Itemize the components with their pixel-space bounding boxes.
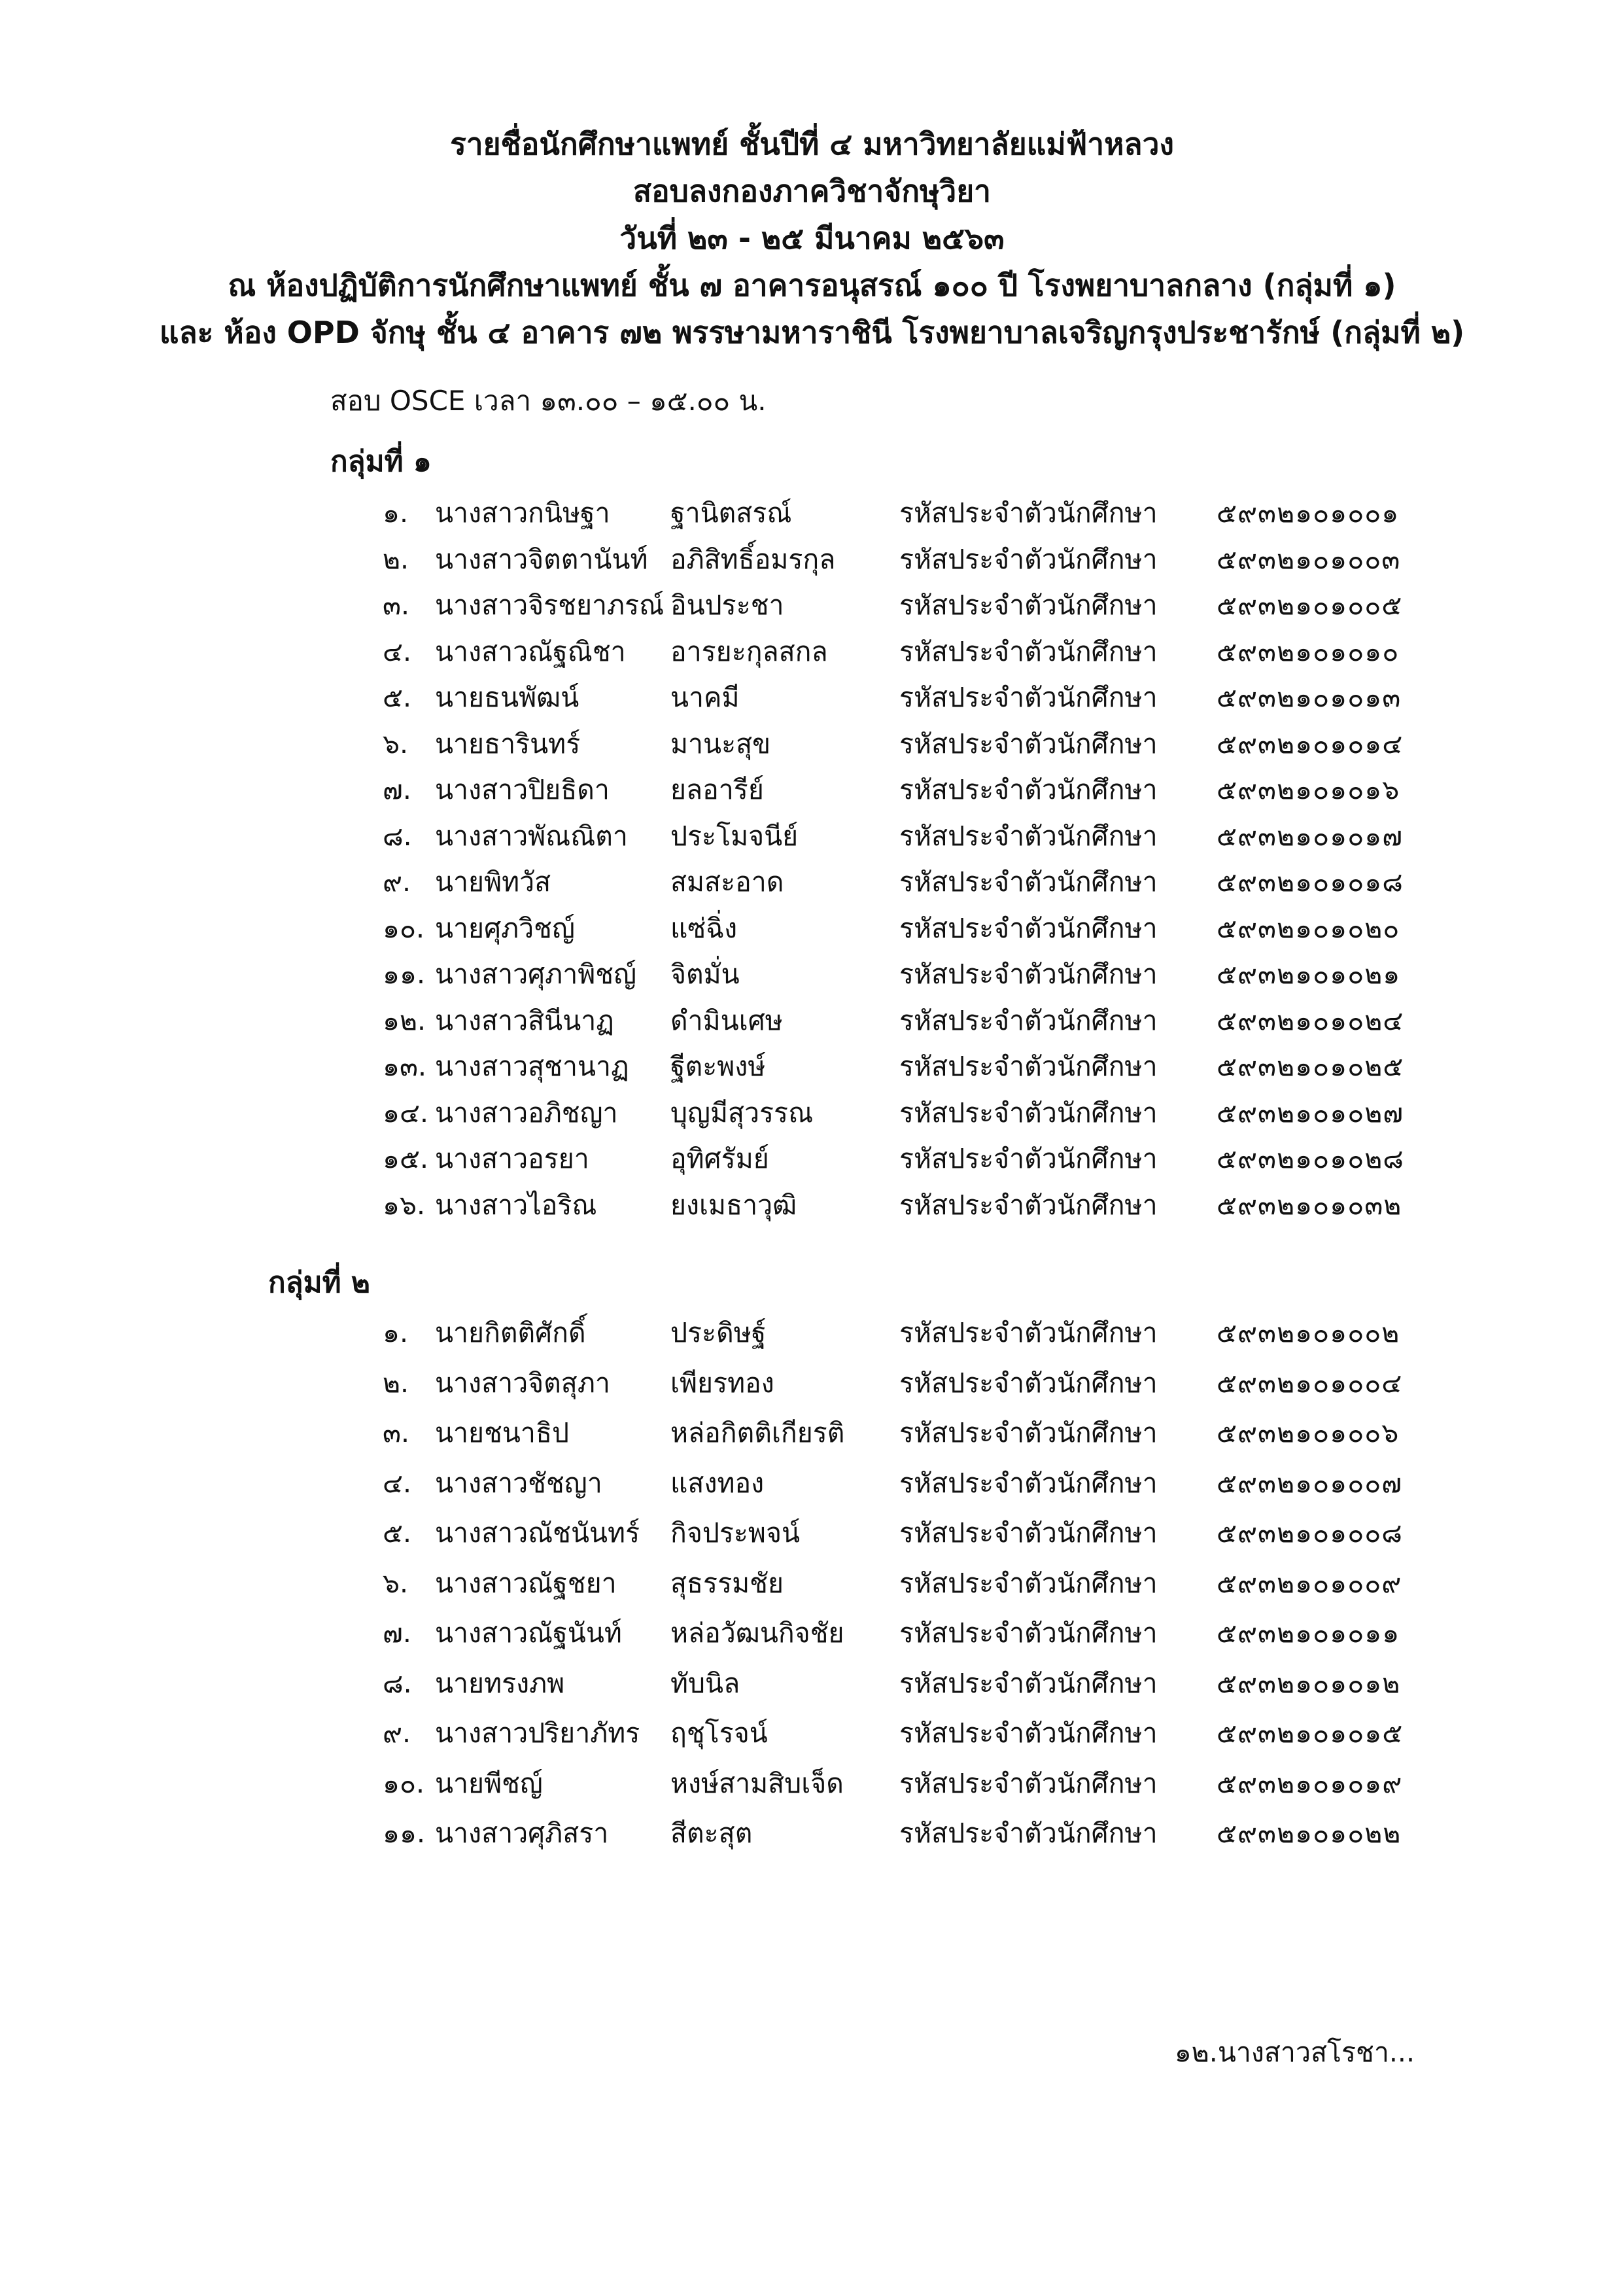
table-row — [0, 1092, 1624, 1131]
row-number: ๙. — [383, 866, 411, 898]
row-number: ๓. — [383, 1417, 410, 1448]
student-id-label: รหัสประจำตัวนักศึกษา — [899, 1567, 1158, 1599]
student-id: ๕๙๓๒๑๐๑๐๑๒ — [1217, 1667, 1401, 1699]
student-id: ๕๙๓๒๑๐๑๐๓๒ — [1217, 1189, 1402, 1221]
student-id-label: รหัสประจำตัวนักศึกษา — [899, 682, 1158, 713]
student-id: ๕๙๓๒๑๐๑๐๑๘ — [1217, 866, 1404, 898]
student-first-name: นายชนาธิป — [435, 1417, 569, 1448]
table-row — [0, 1612, 1624, 1651]
student-first-name: นายพิทวัส — [435, 866, 551, 898]
student-last-name: ดำมินเศษ — [670, 1004, 783, 1036]
table-row — [0, 1138, 1624, 1177]
table-row — [0, 1362, 1624, 1401]
table-row — [0, 676, 1624, 716]
student-id: ๕๙๓๒๑๐๑๐๑๙ — [1217, 1767, 1403, 1799]
table-row — [0, 1184, 1624, 1223]
student-first-name: นายศุภวิชญ์ — [435, 912, 575, 944]
student-id-label: รหัสประจำตัวนักศึกษา — [899, 866, 1158, 898]
row-number: ๑๓. — [383, 1051, 427, 1082]
table-row — [0, 1562, 1624, 1602]
group-1-title: กลุ่มที่ ๑ — [330, 445, 432, 478]
student-id: ๕๙๓๒๑๐๑๐๑๕ — [1217, 1717, 1404, 1749]
student-last-name: กิจประพจน์ — [670, 1517, 800, 1549]
student-id-label: รหัสประจำตัวนักศึกษา — [899, 543, 1158, 575]
student-last-name: หล่อกิตติเกียรติ — [670, 1417, 845, 1448]
student-first-name: นางสาวปริยาภัทร — [435, 1717, 640, 1749]
row-number: ๓. — [383, 589, 410, 621]
student-first-name: นายกิตติศักดิ์ — [435, 1317, 586, 1348]
document-title: รายชื่อนักศึกษาแพทย์ ชั้นปีที่ ๔ มหาวิทยาลัยแม่ฟ้าหลวง — [450, 126, 1174, 162]
document-subtitle: สอบลงกองภาควิชาจักษุวิยา — [632, 173, 992, 209]
row-number: ๑๑. — [383, 958, 426, 990]
student-id: ๕๙๓๒๑๐๑๐๐๕ — [1217, 589, 1403, 621]
student-id: ๕๙๓๒๑๐๑๐๑๗ — [1217, 820, 1404, 852]
table-row — [0, 861, 1624, 900]
row-number: ๑๒. — [383, 1004, 426, 1036]
row-number: ๔. — [383, 1467, 412, 1499]
student-last-name: มานะสุข — [670, 728, 771, 760]
row-number: ๙. — [383, 1717, 411, 1749]
student-id-label: รหัสประจำตัวนักศึกษา — [899, 820, 1158, 852]
row-number: ๒. — [383, 1367, 409, 1399]
student-last-name: ทับนิล — [670, 1667, 740, 1699]
student-id: ๕๙๓๒๑๐๑๐๒๗ — [1217, 1096, 1404, 1129]
student-id: ๕๙๓๒๑๐๑๐๑๐ — [1217, 635, 1400, 667]
student-id: ๕๙๓๒๑๐๑๐๐๑ — [1217, 497, 1400, 529]
student-id-label: รหัสประจำตัวนักศึกษา — [899, 1717, 1158, 1749]
student-last-name: อินประชา — [670, 589, 784, 621]
table-row — [0, 1763, 1624, 1802]
table-row — [0, 1512, 1624, 1551]
student-id-label: รหัสประจำตัวนักศึกษา — [899, 1367, 1158, 1399]
row-number: ๕. — [383, 1517, 412, 1549]
student-id-label: รหัสประจำตัวนักศึกษา — [899, 497, 1158, 529]
table-row — [0, 584, 1624, 623]
student-last-name: อารยะกุลสกล — [670, 635, 828, 667]
student-first-name: นางสาวชัชญา — [435, 1467, 602, 1499]
student-id: ๕๙๓๒๑๐๑๐๐๔ — [1217, 1367, 1403, 1399]
student-first-name: นายทรงภพ — [435, 1667, 565, 1699]
table-row — [0, 953, 1624, 992]
student-id-label: รหัสประจำตัวนักศึกษา — [899, 1517, 1158, 1549]
student-last-name: สีตะสุต — [670, 1817, 753, 1849]
location-group-2: และ ห้อง OPD จักษุ ชั้น ๔ อาคาร ๗๒ พรรษามหาราชินี โรงพยาบาลเจริญกรุงประชารักษ์ (กลุ่มที่ ๒) — [159, 315, 1465, 350]
student-first-name: นายธารินทร์ — [435, 728, 581, 760]
student-id-label: รหัสประจำตัวนักศึกษา — [899, 774, 1158, 805]
student-last-name: ฤชุโรจน์ — [670, 1717, 768, 1749]
student-id: ๕๙๓๒๑๐๑๐๒๒ — [1217, 1817, 1402, 1849]
row-number: ๘. — [383, 820, 412, 852]
table-row — [0, 631, 1624, 670]
location-group-1: ณ ห้องปฏิบัติการนักศึกษาแพทย์ ชั้น ๗ อาคารอนุสรณ์ ๑๐๐ ปี โรงพยาบาลกลาง (กลุ่มที่ ๑) — [228, 268, 1396, 303]
student-id-label: รหัสประจำตัวนักศึกษา — [899, 958, 1158, 990]
student-first-name: นางสาวณัฐชยา — [435, 1567, 617, 1599]
student-first-name: นางสาวสินีนาฏ — [435, 1004, 614, 1036]
student-last-name: หงษ์สามสิบเจ็ด — [670, 1767, 844, 1799]
student-id-label: รหัสประจำตัวนักศึกษา — [899, 912, 1158, 944]
row-number: ๖. — [383, 1567, 409, 1599]
student-last-name: แสงทอง — [670, 1467, 765, 1499]
student-last-name: ยลอารีย์ — [670, 774, 764, 805]
exam-time: สอบ OSCE เวลา ๑๓.๐๐ – ๑๕.๐๐ น. — [330, 385, 767, 417]
student-id: ๕๙๓๒๑๐๑๐๒๑ — [1217, 958, 1401, 990]
student-first-name: นางสาวอรยา — [435, 1143, 589, 1174]
student-id: ๕๙๓๒๑๐๑๐๒๘ — [1217, 1143, 1404, 1174]
student-last-name: ยงเมธาวุฒิ — [670, 1189, 797, 1221]
continuation-note: ๑๒.นางสาวสโรชา... — [1174, 2037, 1415, 2068]
student-last-name: ประโมจนีย์ — [670, 820, 799, 852]
table-row — [0, 723, 1624, 762]
row-number: ๑. — [383, 497, 409, 529]
student-id: ๕๙๓๒๑๐๑๐๒๐ — [1217, 912, 1400, 944]
row-number: ๑๔. — [383, 1096, 429, 1129]
student-last-name: นาคมี — [670, 682, 740, 713]
student-id-label: รหัสประจำตัวนักศึกษา — [899, 1817, 1158, 1849]
row-number: ๒. — [383, 543, 409, 575]
student-id-label: รหัสประจำตัวนักศึกษา — [899, 1143, 1158, 1174]
student-first-name: นางสาวศุภาพิชญ์ — [435, 958, 637, 990]
student-id: ๕๙๓๒๑๐๑๐๐๖ — [1217, 1417, 1400, 1448]
row-number: ๑๑. — [383, 1817, 426, 1849]
student-last-name: อุทิศรัมย์ — [670, 1143, 769, 1174]
row-number: ๔. — [383, 635, 412, 667]
student-id-label: รหัสประจำตัวนักศึกษา — [899, 1767, 1158, 1799]
row-number: ๑๖. — [383, 1189, 426, 1221]
row-number: ๘. — [383, 1667, 412, 1699]
student-id: ๕๙๓๒๑๐๑๐๑๓ — [1217, 682, 1402, 713]
student-first-name: นายธนพัฒน์ — [435, 682, 579, 713]
student-first-name: นางสาวปิยธิดา — [435, 774, 610, 805]
student-first-name: นางสาวสุชานาฏ — [435, 1051, 629, 1082]
row-number: ๑๐. — [383, 1767, 425, 1799]
row-number: ๑. — [383, 1317, 409, 1348]
group-2-title: กลุ่มที่ ๒ — [268, 1266, 370, 1299]
student-id-label: รหัสประจำตัวนักศึกษา — [899, 1417, 1158, 1448]
student-last-name: ฐานิตสรณ์ — [670, 497, 792, 529]
student-last-name: ประดิษฐ์ — [670, 1317, 767, 1348]
student-id-label: รหัสประจำตัวนักศึกษา — [899, 1467, 1158, 1499]
student-last-name: เพียรทอง — [670, 1367, 774, 1399]
student-first-name: นางสาวพัณณิตา — [435, 820, 628, 852]
student-first-name: นางสาวณัฐณิชา — [435, 635, 626, 667]
row-number: ๑๐. — [383, 912, 425, 944]
table-row — [0, 492, 1624, 531]
student-last-name: แซ่ฉิ่ง — [670, 912, 738, 944]
student-id-label: รหัสประจำตัวนักศึกษา — [899, 1317, 1158, 1348]
student-id-label: รหัสประจำตัวนักศึกษา — [899, 1667, 1158, 1699]
table-row — [0, 1412, 1624, 1451]
table-row — [0, 815, 1624, 854]
student-id: ๕๙๓๒๑๐๑๐๐๗ — [1217, 1467, 1403, 1499]
student-first-name: นางสาวไอริณ — [435, 1189, 597, 1221]
table-row — [0, 1712, 1624, 1751]
student-last-name: จิตมั่น — [670, 958, 740, 990]
student-id: ๕๙๓๒๑๐๑๐๐๓ — [1217, 543, 1401, 575]
student-id-label: รหัสประจำตัวนักศึกษา — [899, 635, 1158, 667]
table-row — [0, 769, 1624, 808]
row-number: ๕. — [383, 682, 412, 713]
student-id: ๕๙๓๒๑๐๑๐๒๕ — [1217, 1051, 1404, 1082]
table-row — [0, 538, 1624, 578]
student-id: ๕๙๓๒๑๐๑๐๒๔ — [1217, 1004, 1404, 1036]
row-number: ๗. — [383, 774, 411, 805]
table-row — [0, 1045, 1624, 1085]
table-row — [0, 1000, 1624, 1039]
student-id: ๕๙๓๒๑๐๑๐๑๑ — [1217, 1617, 1400, 1649]
row-number: ๖. — [383, 728, 409, 760]
table-row — [0, 1462, 1624, 1501]
student-last-name: อภิสิทธิ์อมรกุล — [670, 543, 836, 575]
student-first-name: นางสาวณัฐนันท์ — [435, 1617, 622, 1649]
student-first-name: นางสาวจิรชยาภรณ์ — [435, 589, 665, 621]
student-last-name: ฐีตะพงษ์ — [670, 1051, 766, 1082]
student-id-label: รหัสประจำตัวนักศึกษา — [899, 1189, 1158, 1221]
student-last-name: บุญมีสุวรรณ — [670, 1096, 814, 1129]
student-id: ๕๙๓๒๑๐๑๐๐๘ — [1217, 1517, 1403, 1549]
student-first-name: นางสาวอภิชญา — [435, 1096, 618, 1129]
student-first-name: นางสาวณัชนันทร์ — [435, 1517, 640, 1549]
student-id: ๕๙๓๒๑๐๑๐๑๔ — [1217, 728, 1404, 760]
student-id-label: รหัสประจำตัวนักศึกษา — [899, 1096, 1158, 1129]
student-id-label: รหัสประจำตัวนักศึกษา — [899, 728, 1158, 760]
student-last-name: หล่อวัฒนกิจชัย — [670, 1617, 844, 1649]
row-number: ๑๕. — [383, 1143, 429, 1174]
student-first-name: นางสาวจิตตานันท์ — [435, 543, 648, 575]
student-id: ๕๙๓๒๑๐๑๐๐๒ — [1217, 1317, 1400, 1348]
student-first-name: นางสาวกนิษฐา — [435, 497, 610, 529]
student-id-label: รหัสประจำตัวนักศึกษา — [899, 589, 1158, 621]
student-id-label: รหัสประจำตัวนักศึกษา — [899, 1617, 1158, 1649]
student-last-name: สมสะอาด — [670, 866, 784, 898]
student-first-name: นางสาวจิตสุภา — [435, 1367, 610, 1399]
student-id-label: รหัสประจำตัวนักศึกษา — [899, 1051, 1158, 1082]
student-first-name: นางสาวศุภิสรา — [435, 1817, 609, 1849]
student-id-label: รหัสประจำตัวนักศึกษา — [899, 1004, 1158, 1036]
row-number: ๗. — [383, 1617, 411, 1649]
table-row — [0, 907, 1624, 947]
student-first-name: นายพีชญ์ — [435, 1767, 543, 1799]
student-id: ๕๙๓๒๑๐๑๐๐๙ — [1217, 1567, 1402, 1599]
student-last-name: สุธรรมชัย — [670, 1567, 784, 1599]
table-row — [0, 1812, 1624, 1851]
exam-date: วันที่ ๒๓ - ๒๕ มีนาคม ๒๕๖๓ — [619, 220, 1005, 256]
table-row — [0, 1312, 1624, 1351]
student-id: ๕๙๓๒๑๐๑๐๑๖ — [1217, 774, 1400, 805]
table-row — [0, 1662, 1624, 1702]
